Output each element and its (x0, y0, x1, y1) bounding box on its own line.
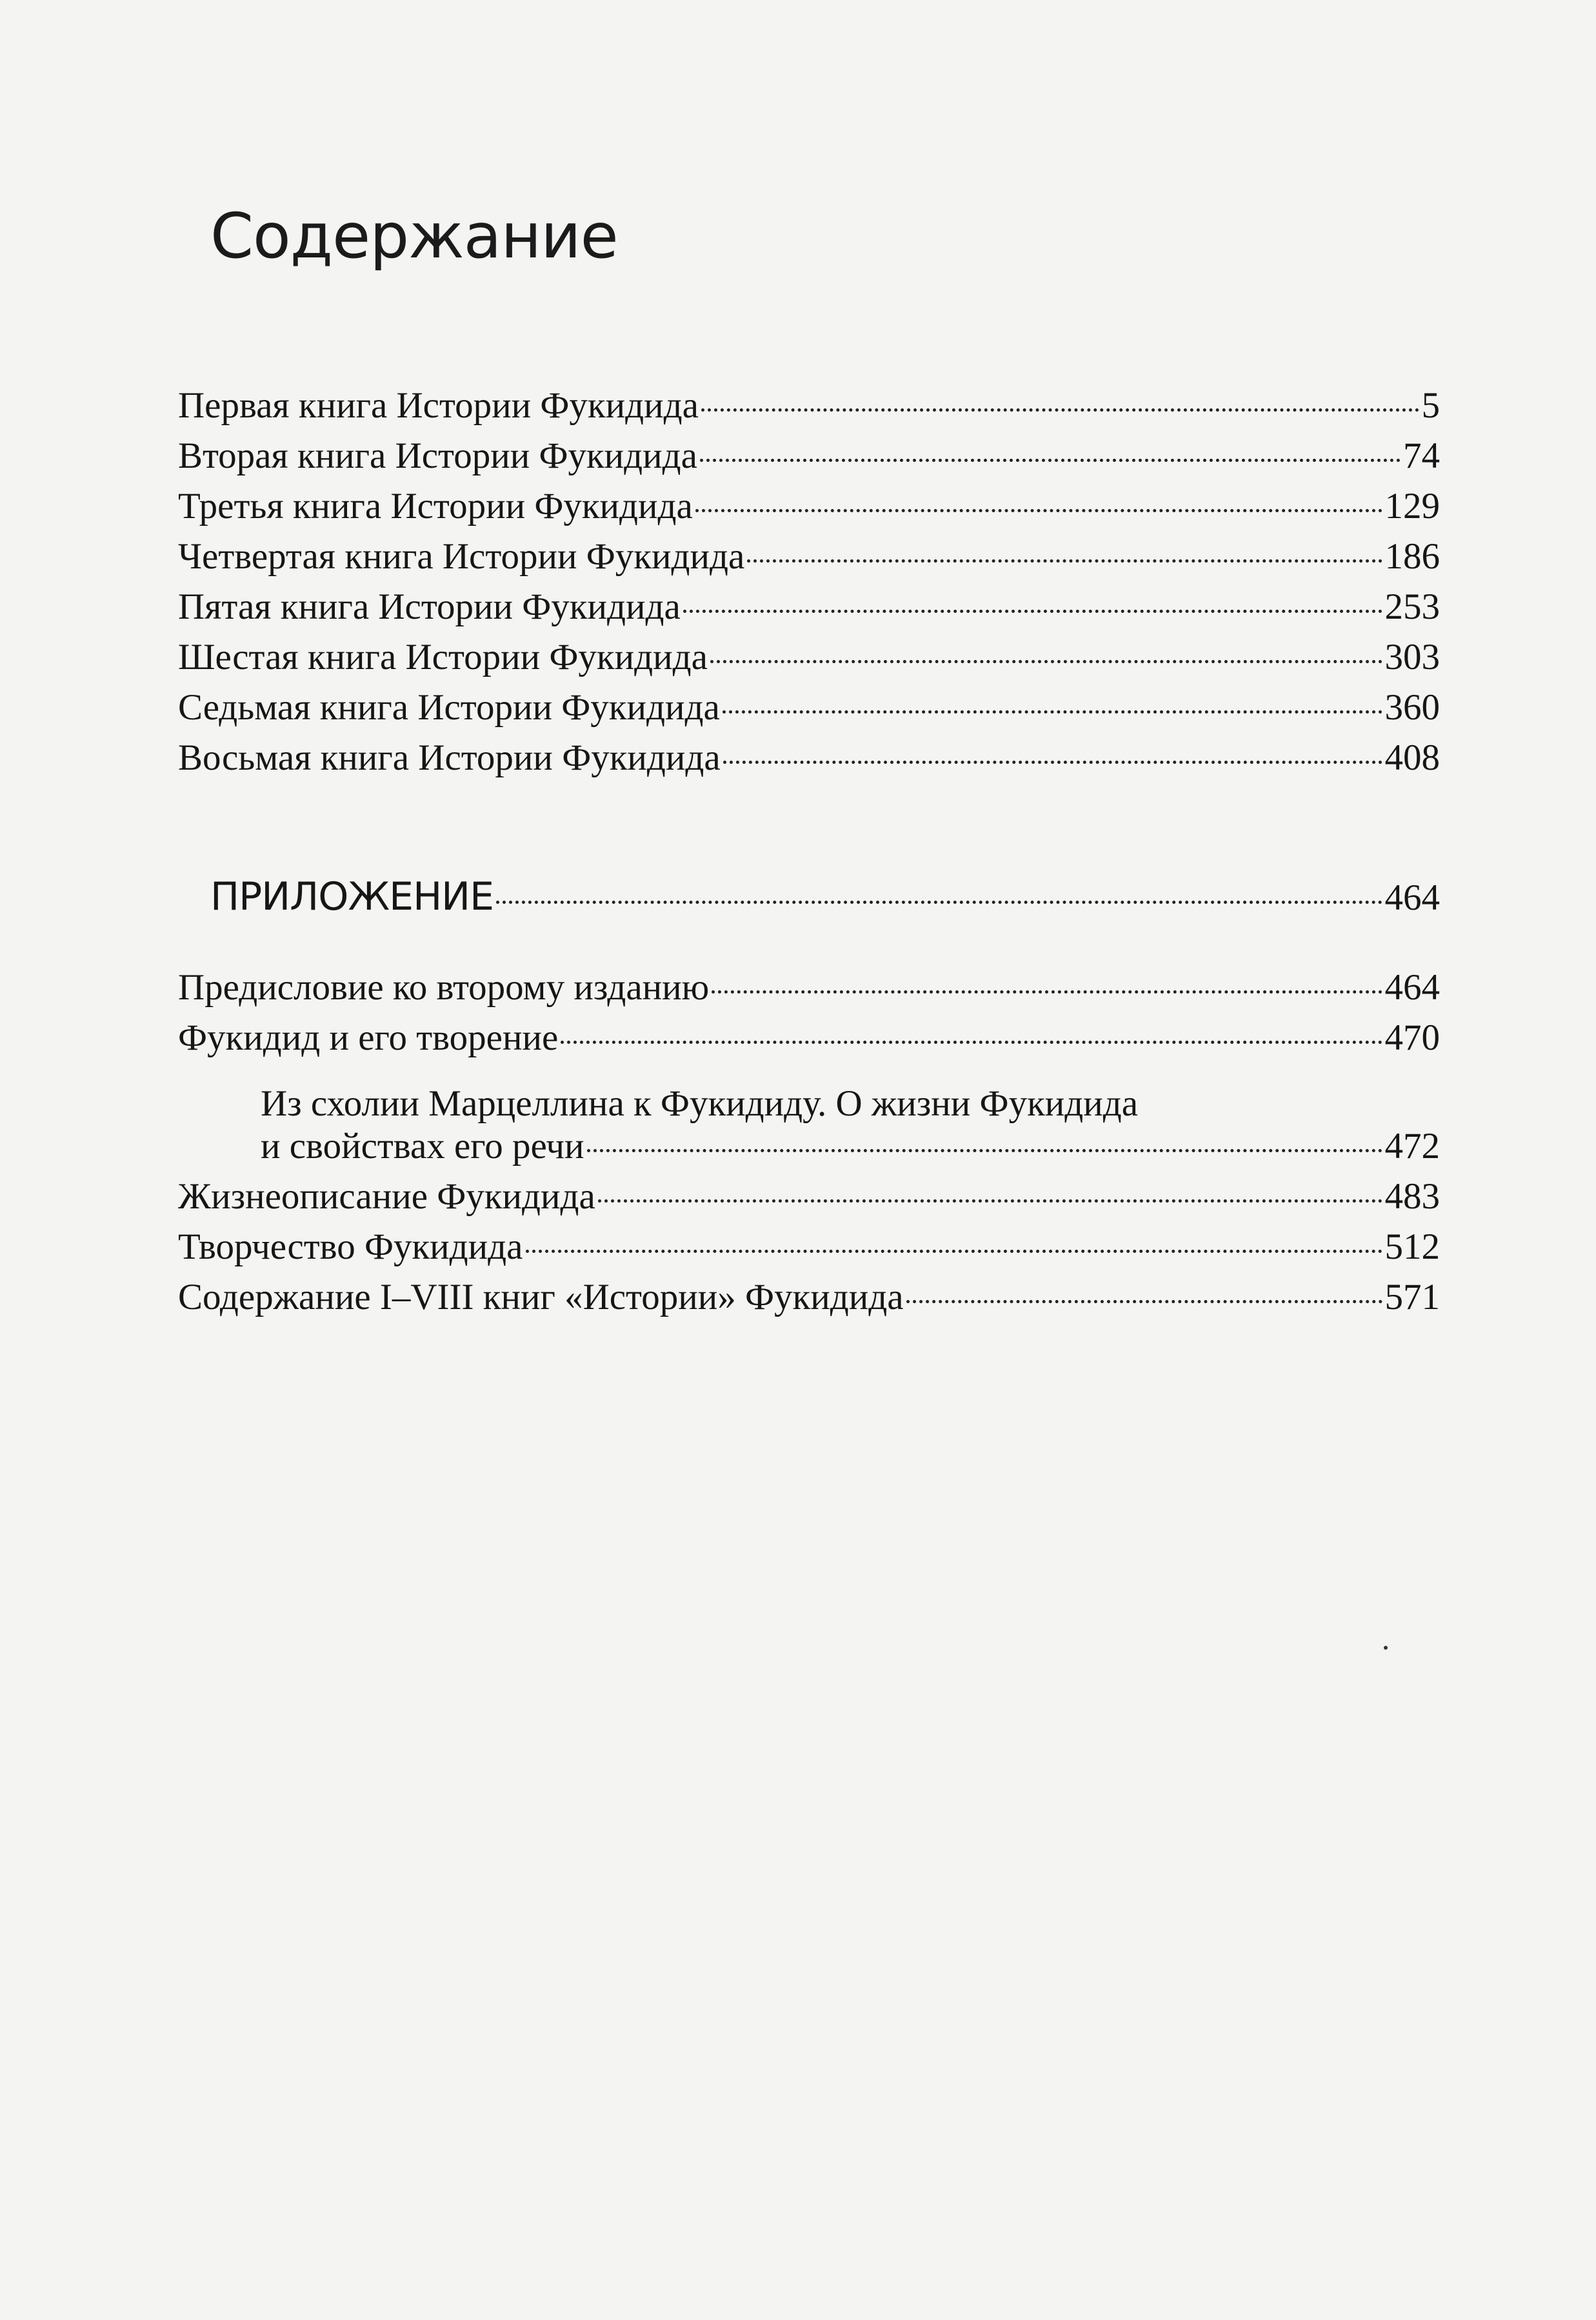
toc-entry[interactable] (178, 586, 1440, 628)
toc-entry-page: 186 (1384, 536, 1440, 577)
appendix-entry[interactable] (178, 1276, 1440, 1319)
toc-entry-title: Жизнеописание Фукидида (178, 1176, 595, 1217)
toc-entry-title: Содержание I–VIII книг «Истории» Фукидида (178, 1277, 904, 1317)
dot-leader (598, 1199, 1382, 1203)
toc-entry-title: Вторая книга Истории Фукидида (178, 435, 697, 476)
toc-entry-page: 408 (1384, 737, 1440, 778)
dot-leader (747, 559, 1382, 563)
toc-entry[interactable] (178, 385, 1440, 427)
toc-entry-title: Четвертая книга Истории Фукидида (178, 536, 745, 577)
toc-entry-title: Шестая книга Истории Фукидида (178, 637, 708, 677)
toc-entry-title: Предисловие ко второму изданию (178, 967, 710, 1008)
ink-dot (1384, 1646, 1388, 1650)
toc-entry-title: Фукидид и его творение (178, 1017, 559, 1058)
toc-entry-title: и свойствах его речи (261, 1126, 584, 1166)
toc-entry-page: 5 (1421, 385, 1440, 426)
toc-entry[interactable] (178, 686, 1440, 729)
toc-entry-page: 472 (1384, 1126, 1440, 1166)
dot-leader (906, 1300, 1382, 1303)
appendix-entry[interactable] (178, 1175, 1440, 1218)
dot-leader (700, 459, 1401, 462)
appendix-page: 464 (1384, 877, 1440, 918)
dot-leader (710, 660, 1382, 663)
dot-leader (695, 509, 1382, 512)
appendix-heading[interactable] (210, 875, 1440, 919)
toc-entry-title: Седьмая книга Истории Фукидида (178, 687, 720, 728)
toc-entry-page: 571 (1384, 1277, 1440, 1317)
appendix-entry[interactable] (178, 1017, 1440, 1059)
dot-leader (526, 1250, 1382, 1253)
toc-entry-page: 253 (1384, 586, 1440, 627)
toc-entry[interactable] (178, 535, 1440, 578)
toc-entry[interactable] (178, 485, 1440, 528)
toc-entry[interactable] (178, 636, 1440, 679)
toc-entry-title: Творчество Фукидида (178, 1226, 523, 1267)
toc-entry-page: 470 (1384, 1017, 1440, 1058)
toc-entry-page: 360 (1384, 687, 1440, 728)
toc-entry-page: 483 (1384, 1176, 1440, 1217)
page-title: Содержание (210, 200, 618, 272)
toc-entry-page: 512 (1384, 1226, 1440, 1267)
dot-leader (496, 901, 1382, 904)
appendix-entry[interactable] (178, 966, 1440, 1009)
dot-leader (561, 1041, 1382, 1044)
appendix-entry[interactable] (178, 1226, 1440, 1268)
dot-leader (723, 761, 1382, 764)
dot-leader (712, 990, 1382, 994)
toc-entry-title: Третья книга Истории Фукидида (178, 486, 693, 526)
dot-leader (723, 710, 1382, 714)
toc-entry-page: 303 (1384, 637, 1440, 677)
toc-entry-page: 74 (1403, 435, 1440, 476)
appendix-title: ПРИЛОЖЕНИЕ (210, 874, 494, 919)
appendix-subentry[interactable] (261, 1125, 1440, 1168)
toc-entry-title: Первая книга Истории Фукидида (178, 385, 699, 426)
dot-leader (587, 1149, 1382, 1152)
toc-entry[interactable] (178, 435, 1440, 477)
toc-entry-page: 464 (1384, 967, 1440, 1008)
appendix-subentry-line1: Из схолии Марцеллина к Фукидиду. О жизни Фукидида (261, 1083, 1139, 1124)
toc-entry-title: Восьмая книга Истории Фукидида (178, 737, 721, 778)
toc-entry-title: Пятая книга Истории Фукидида (178, 586, 681, 627)
dot-leader (683, 610, 1382, 613)
toc-entry-page: 129 (1384, 486, 1440, 526)
toc-entry[interactable] (178, 737, 1440, 779)
dot-leader (701, 408, 1419, 412)
